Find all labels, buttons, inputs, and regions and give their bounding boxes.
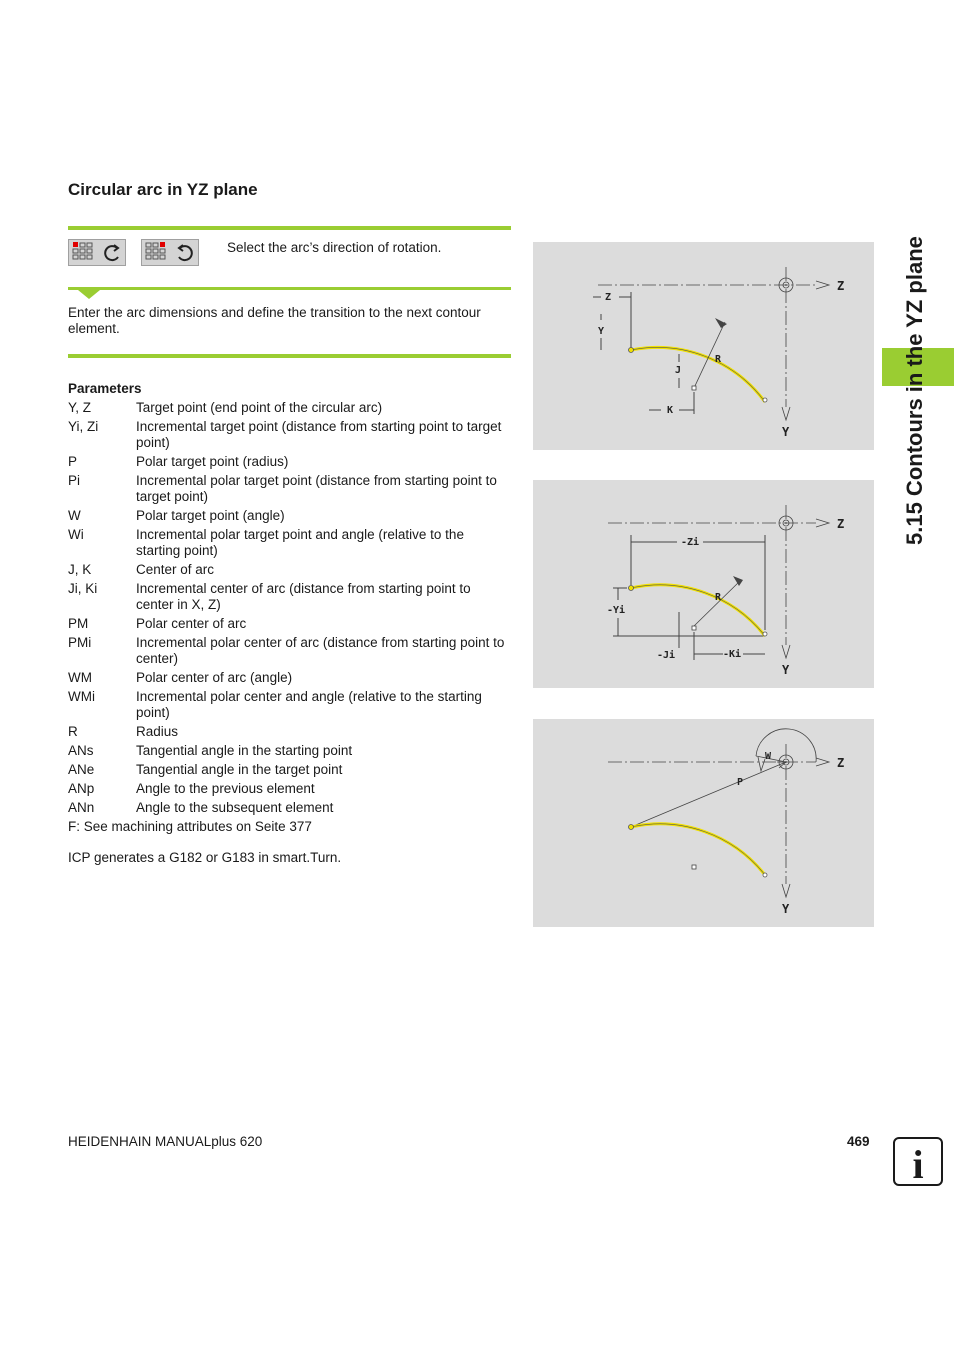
info-glyph: i bbox=[912, 1142, 924, 1184]
parameter-key: Y, Z bbox=[68, 400, 92, 415]
rotation-instruction: Select the arc’s direction of rotation. bbox=[227, 240, 442, 255]
parameter-key: Yi, Zi bbox=[68, 419, 99, 434]
parameter-row bbox=[68, 762, 511, 778]
step-arrow-marker bbox=[78, 290, 100, 299]
parameter-row bbox=[68, 473, 511, 505]
parameter-key: W bbox=[68, 508, 81, 523]
angle-w-label: W bbox=[765, 751, 772, 762]
parameter-description: Incremental polar target point (distance from starting point to target point) bbox=[136, 473, 497, 504]
y-axis-label: Y bbox=[782, 425, 790, 439]
grid-counterclockwise-icon bbox=[142, 240, 198, 265]
footer-manual: HEIDENHAIN MANUALplus 620 bbox=[68, 1134, 263, 1149]
figure-arc-incremental bbox=[533, 480, 874, 688]
dim-y-label: Y bbox=[598, 326, 605, 337]
chapter-title bbox=[874, 180, 954, 550]
counterclockwise-arc-button[interactable] bbox=[141, 239, 199, 266]
dim-yi-label: -Yi bbox=[607, 605, 626, 616]
parameter-description: Angle to the previous element bbox=[136, 781, 315, 796]
section-title: Circular arc in YZ plane bbox=[68, 180, 258, 199]
parameter-row bbox=[68, 581, 511, 613]
parameter-key: Pi bbox=[68, 473, 81, 488]
parameter-description: Incremental polar target point and angle (relative to the starting point) bbox=[136, 527, 464, 558]
dim-zi-label: -Zi bbox=[681, 537, 700, 548]
parameter-description: Polar target point (angle) bbox=[136, 508, 285, 523]
parameter-row bbox=[68, 800, 511, 816]
parameter-description: Polar center of arc bbox=[136, 616, 247, 631]
chapter-title-text: 5.15 Contours in the YZ plane bbox=[902, 236, 927, 545]
icp-note: ICP generates a G182 or G183 in smart.Turn. bbox=[68, 850, 342, 865]
parameter-key: R bbox=[68, 724, 78, 739]
parameter-row bbox=[68, 743, 511, 759]
parameter-row bbox=[68, 562, 511, 578]
parameter-description: Center of arc bbox=[136, 562, 215, 577]
parameter-description: Incremental polar center and angle (relative to the starting point) bbox=[136, 689, 482, 720]
parameter-row bbox=[68, 689, 511, 721]
parameter-row bbox=[68, 527, 511, 559]
parameter-row bbox=[68, 616, 511, 632]
parameter-row bbox=[68, 781, 511, 797]
parameter-key: WMi bbox=[68, 689, 95, 704]
parameter-row bbox=[68, 400, 511, 416]
center-j-label: J bbox=[675, 365, 682, 376]
parameter-row bbox=[68, 724, 511, 740]
parameter-description: Polar target point (radius) bbox=[136, 454, 289, 469]
page-number: 469 bbox=[847, 1134, 870, 1149]
parameter-key: ANe bbox=[68, 762, 95, 777]
parameter-row bbox=[68, 454, 511, 470]
divider-bottom bbox=[68, 354, 511, 358]
y-axis-label: Y bbox=[782, 663, 790, 677]
dim-ji-label: -Ji bbox=[657, 650, 676, 661]
clockwise-arc-button[interactable] bbox=[68, 239, 126, 266]
parameter-row bbox=[68, 419, 511, 451]
parameters-list bbox=[68, 400, 511, 835]
parameter-description: Tangential angle in the target point bbox=[136, 762, 343, 777]
parameter-key: J, K bbox=[68, 562, 92, 577]
info-icon bbox=[893, 1137, 943, 1186]
figure-arc-polar bbox=[533, 719, 874, 927]
parameters-heading: Parameters bbox=[68, 381, 142, 396]
parameter-key: ANs bbox=[68, 743, 94, 758]
intro-text: Enter the arc dimensions and define the transition to the next contour element. bbox=[68, 305, 481, 336]
parameter-description: Angle to the subsequent element bbox=[136, 800, 334, 815]
parameter-description: Target point (end point of the circular arc) bbox=[136, 400, 383, 415]
parameter-key: ANp bbox=[68, 781, 95, 796]
parameter-key: ANn bbox=[68, 800, 95, 815]
parameter-description: Radius bbox=[136, 724, 179, 739]
divider-middle bbox=[68, 287, 511, 290]
parameter-row bbox=[68, 670, 511, 686]
radius-label: R bbox=[715, 354, 722, 365]
parameter-description: Incremental polar center of arc (distance from starting point to center) bbox=[136, 635, 505, 666]
parameter-key: Ji, Ki bbox=[68, 581, 98, 596]
parameter-description: Polar center of arc (angle) bbox=[136, 670, 293, 685]
parameter-key: P bbox=[68, 454, 78, 469]
z-axis-label: Z bbox=[837, 517, 845, 531]
grid-clockwise-icon bbox=[69, 240, 125, 265]
parameter-key: WM bbox=[68, 670, 92, 685]
y-axis-label: Y bbox=[782, 902, 790, 916]
parameter-description: Incremental target point (distance from starting point to target point) bbox=[136, 419, 502, 450]
parameter-description: Tangential angle in the starting point bbox=[136, 743, 353, 758]
divider-top bbox=[68, 226, 511, 230]
parameter-row bbox=[68, 635, 511, 667]
dim-ki-label: -Ki bbox=[723, 649, 742, 660]
z-axis-label: Z bbox=[837, 279, 845, 293]
polar-p-label: P bbox=[737, 777, 744, 788]
parameter-description: Incremental center of arc (distance from starting point to center in X, Z) bbox=[136, 581, 471, 612]
parameter-row bbox=[68, 508, 511, 524]
parameters-footnote: F: See machining attributes on Seite 377 bbox=[68, 819, 312, 834]
parameter-key: PMi bbox=[68, 635, 92, 650]
figure-arc-absolute bbox=[533, 242, 874, 450]
z-axis-label: Z bbox=[837, 756, 845, 770]
center-k-label: K bbox=[667, 405, 674, 416]
dim-z-label: Z bbox=[605, 292, 612, 303]
parameter-key: Wi bbox=[68, 527, 84, 542]
radius-label: R bbox=[715, 592, 722, 603]
parameter-key: PM bbox=[68, 616, 89, 631]
